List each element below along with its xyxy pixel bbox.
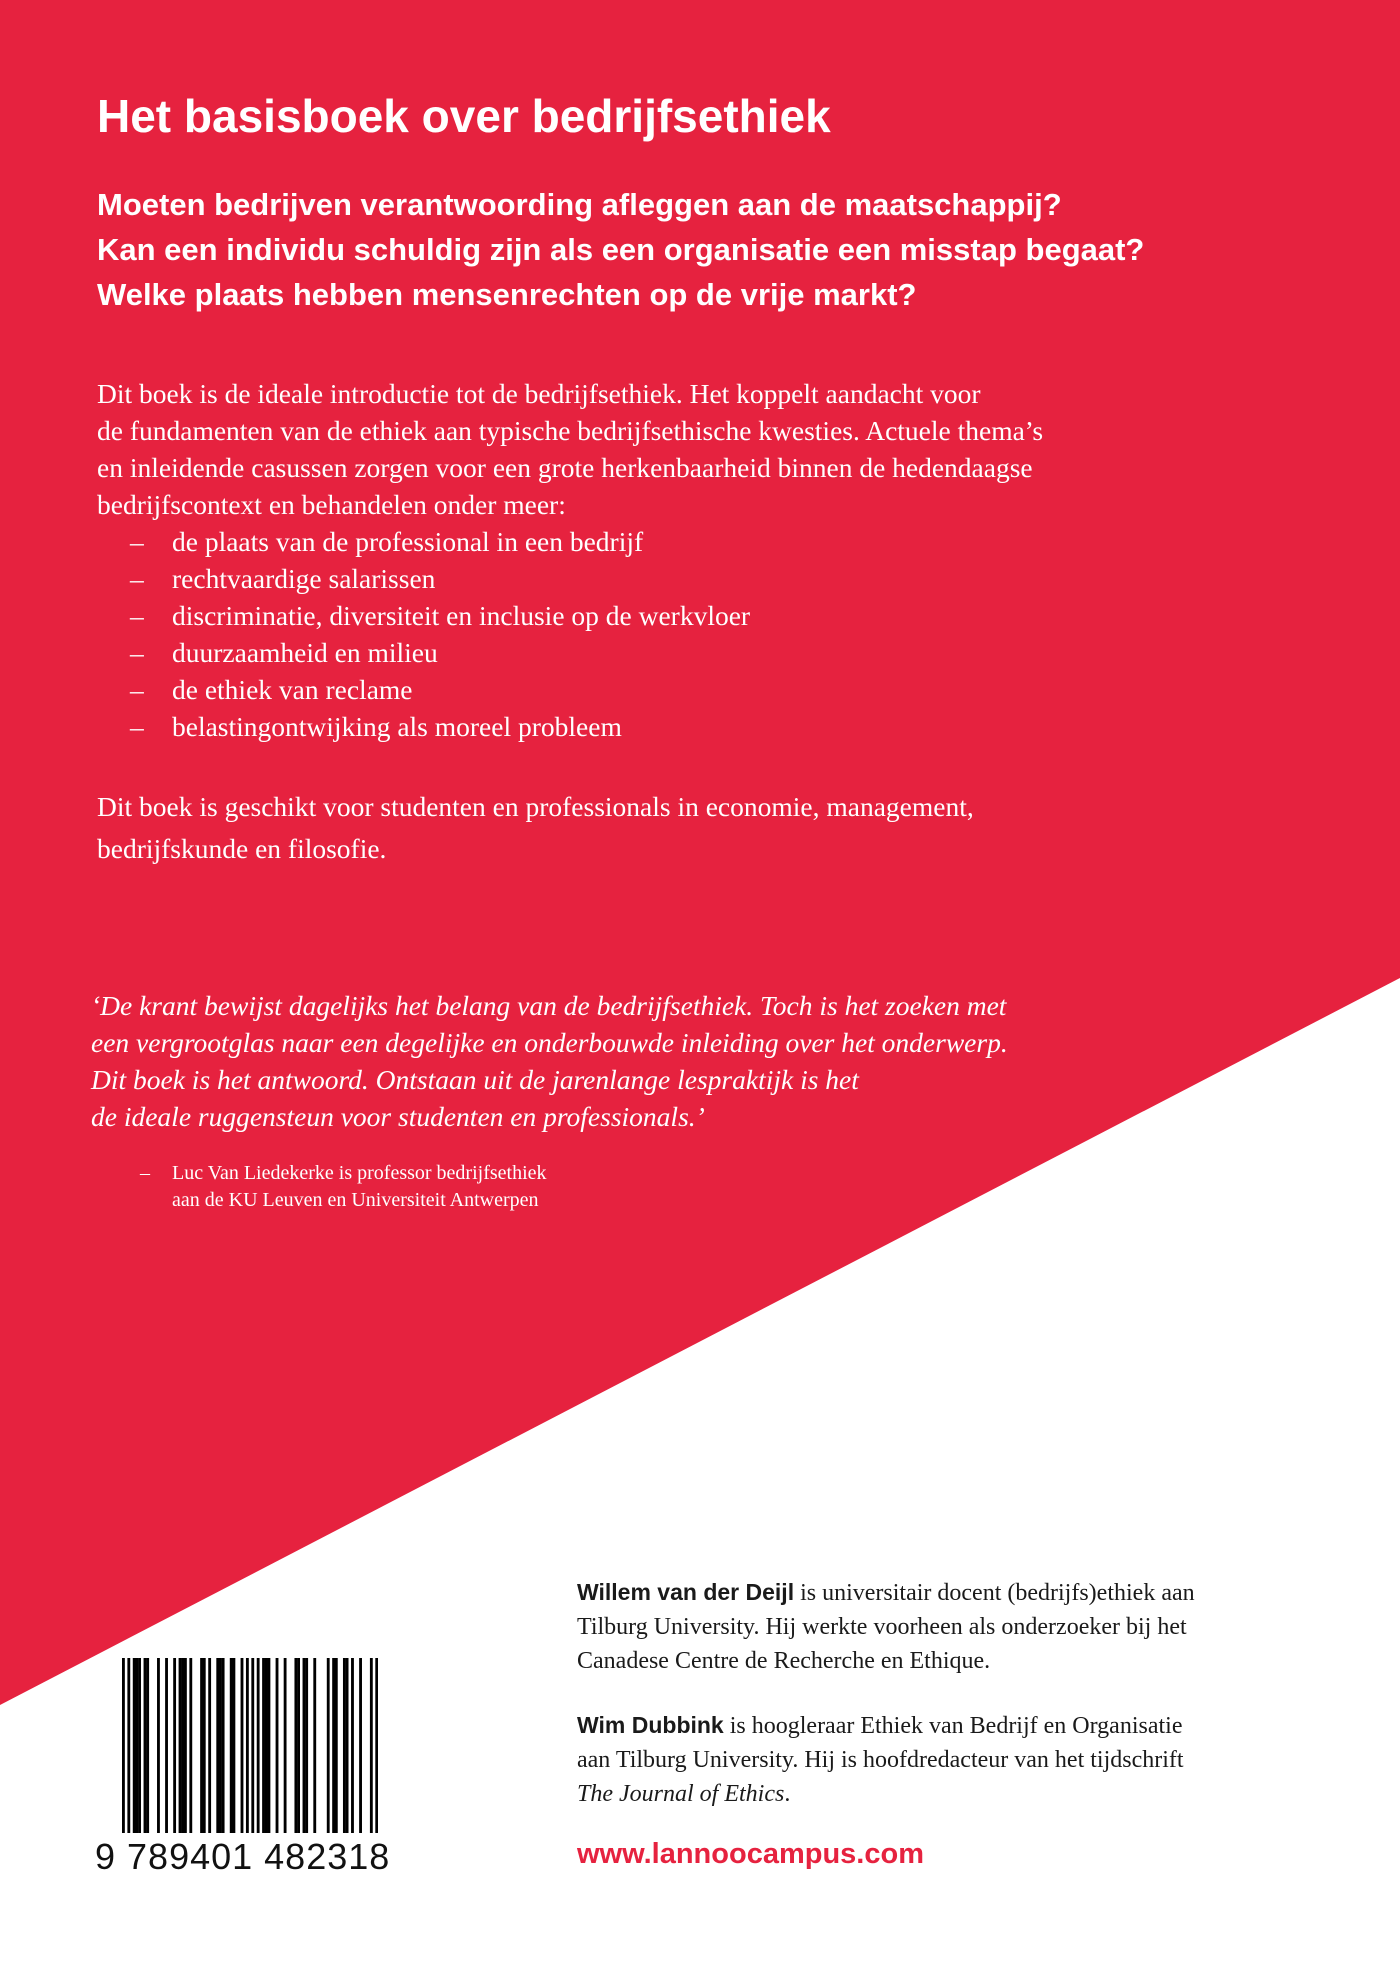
quote-line: Dit boek is het antwoord. Ontstaan uit de jarenlange lespraktijk is het: [91, 1064, 859, 1095]
author-bio-2: [577, 1708, 1377, 1811]
list-dash: –: [130, 674, 144, 705]
topic-item: [130, 634, 750, 671]
journal-end: .: [784, 1781, 791, 1807]
topic-item: [130, 597, 750, 634]
list-dash: –: [130, 637, 144, 668]
topic-text: de plaats van de professional in een bedrijf: [172, 526, 644, 557]
topic-item: [130, 708, 750, 745]
barcode-bar: [165, 1658, 168, 1833]
barcode-bar: [265, 1658, 268, 1833]
attribution-dash: –: [140, 1162, 150, 1184]
barcode-bar: [294, 1658, 297, 1833]
barcode-bar: [222, 1658, 225, 1833]
intro-paragraph: [97, 375, 1337, 523]
bio-line: Canadese Centre de Recherche en Ethique.: [577, 1648, 991, 1674]
barcode-bar: [276, 1658, 279, 1833]
list-dash: –: [130, 711, 144, 742]
question: Kan een individu schuldig zijn als een organisatie een misstap begaat?: [97, 232, 1145, 267]
topic-text: discriminatie, diversiteit en inclusie op de werkvloer: [172, 600, 751, 631]
barcode-bar: [297, 1658, 300, 1833]
barcode-bar: [127, 1658, 130, 1833]
barcode-bar: [251, 1658, 254, 1833]
key-questions: [97, 182, 1357, 317]
barcode-bar: [257, 1658, 260, 1833]
topic-item: [130, 671, 750, 708]
barcode-bar: [135, 1658, 138, 1833]
author-name: Wim Dubbink: [577, 1712, 724, 1738]
list-dash: –: [130, 563, 144, 594]
barcode-bar: [230, 1658, 233, 1833]
barcode-bar: [133, 1658, 136, 1833]
audience-line: Dit boek is geschikt voor studenten en professionals in economie, management,: [97, 791, 974, 822]
barcode-bar: [203, 1658, 206, 1833]
publisher-website-link[interactable]: www.lannoocampus.com: [577, 1838, 924, 1870]
question: Welke plaats hebben mensenrechten op de vrije markt?: [97, 277, 917, 312]
barcode-bar: [268, 1658, 271, 1833]
barcode-bar: [216, 1658, 219, 1833]
barcode-bar: [343, 1658, 346, 1833]
bio-line: [577, 1708, 1377, 1743]
barcode-bar: [122, 1658, 125, 1833]
barcode-bar: [375, 1658, 378, 1833]
cover-heading: Het basisboek over bedrijfsethiek: [97, 90, 831, 142]
intro-line: de fundamenten van de ethiek aan typische bedrijfsethische kwesties. Actuele thema’s: [97, 415, 1044, 446]
attribution-line: Luc Van Liedekerke is professor bedrijfsethiek: [172, 1162, 547, 1184]
barcode-bar: [208, 1658, 211, 1833]
barcode-bar: [359, 1658, 362, 1833]
topic-text: duurzaamheid en milieu: [172, 637, 438, 668]
barcode-bar: [138, 1658, 141, 1833]
topic-text: de ethiek van reclame: [172, 674, 413, 705]
barcode-bar: [144, 1658, 147, 1833]
barcode-bar: [335, 1658, 338, 1833]
barcode-bar: [173, 1658, 176, 1833]
attribution-line: aan de KU Leuven en Universiteit Antwerpen: [172, 1189, 539, 1211]
author-name: Willem van der Deijl: [577, 1579, 795, 1605]
barcode-bar: [200, 1658, 203, 1833]
bio-line: Tilburg University. Hij werkte voorheen als onderzoeker bij het: [577, 1614, 1187, 1640]
barcode-bar: [332, 1658, 335, 1833]
barcode-bar: [313, 1658, 316, 1833]
quote-attribution: [140, 1160, 547, 1214]
barcode-bar: [241, 1658, 244, 1833]
audience-paragraph: [97, 786, 1337, 870]
barcode-bar: [189, 1658, 192, 1833]
barcode-bar: [184, 1658, 187, 1833]
topic-list: [130, 523, 750, 745]
bio-line: aan Tilburg University. Hij is hoofdredacteur van het tijdschrift: [577, 1747, 1184, 1773]
barcode-bar: [370, 1658, 373, 1833]
intro-line: en inleidende casussen zorgen voor een grote herkenbaarheid binnen de hedendaagse: [97, 452, 1033, 483]
barcode-bar: [219, 1658, 222, 1833]
barcode-bar: [179, 1658, 182, 1833]
endorsement-quote: [91, 987, 1191, 1135]
topic-item: [130, 560, 750, 597]
barcode-bar: [284, 1658, 287, 1833]
barcode-bar: [305, 1658, 308, 1833]
intro-line: Dit boek is de ideale introductie tot de bedrijfsethiek. Het koppelt aandacht voor: [97, 378, 981, 409]
barcode-bar: [262, 1658, 265, 1833]
quote-line: ‘De krant bewijst dagelijks het belang van de bedrijfsethiek. Toch is het zoeken met: [91, 990, 1007, 1021]
bio-line: [577, 1777, 1377, 1811]
quote-line: een vergrootglas naar een degelijke en onderbouwde inleiding over het onderwerp.: [91, 1027, 1008, 1058]
barcode-bar: [351, 1658, 354, 1833]
isbn-barcode: [122, 1658, 378, 1833]
author-bio-1: [577, 1575, 1377, 1678]
isbn-number: 9 789401 482318: [95, 1836, 391, 1877]
barcode-bar: [346, 1658, 349, 1833]
barcode-bar: [157, 1658, 160, 1833]
list-dash: –: [130, 600, 144, 631]
barcode-bar: [232, 1658, 235, 1833]
quote-line: de ideale ruggensteun voor studenten en professionals.’: [91, 1101, 705, 1132]
barcode-bar: [303, 1658, 306, 1833]
audience-line: bedrijfskunde en filosofie.: [97, 833, 387, 864]
bio-text: is hoogleraar Ethiek van Bedrijf en Organisatie: [723, 1713, 1183, 1739]
topic-item: [130, 523, 750, 560]
barcode-bar: [327, 1658, 330, 1833]
bio-text: is universitair docent (bedrijfs)ethiek aan: [794, 1580, 1195, 1606]
journal-title: The Journal of Ethics: [577, 1781, 785, 1807]
bio-line: [577, 1575, 1377, 1610]
topic-text: rechtvaardige salarissen: [172, 563, 436, 594]
intro-line: bedrijfscontext en behandelen onder meer:: [97, 489, 566, 520]
topic-text: belastingontwijking als moreel probleem: [172, 711, 622, 742]
question: Moeten bedrijven verantwoording afleggen aan de maatschappij?: [97, 187, 1062, 222]
list-dash: –: [130, 526, 144, 557]
barcode-bar: [146, 1658, 149, 1833]
barcode-bar: [246, 1658, 249, 1833]
barcode-bar: [181, 1658, 184, 1833]
